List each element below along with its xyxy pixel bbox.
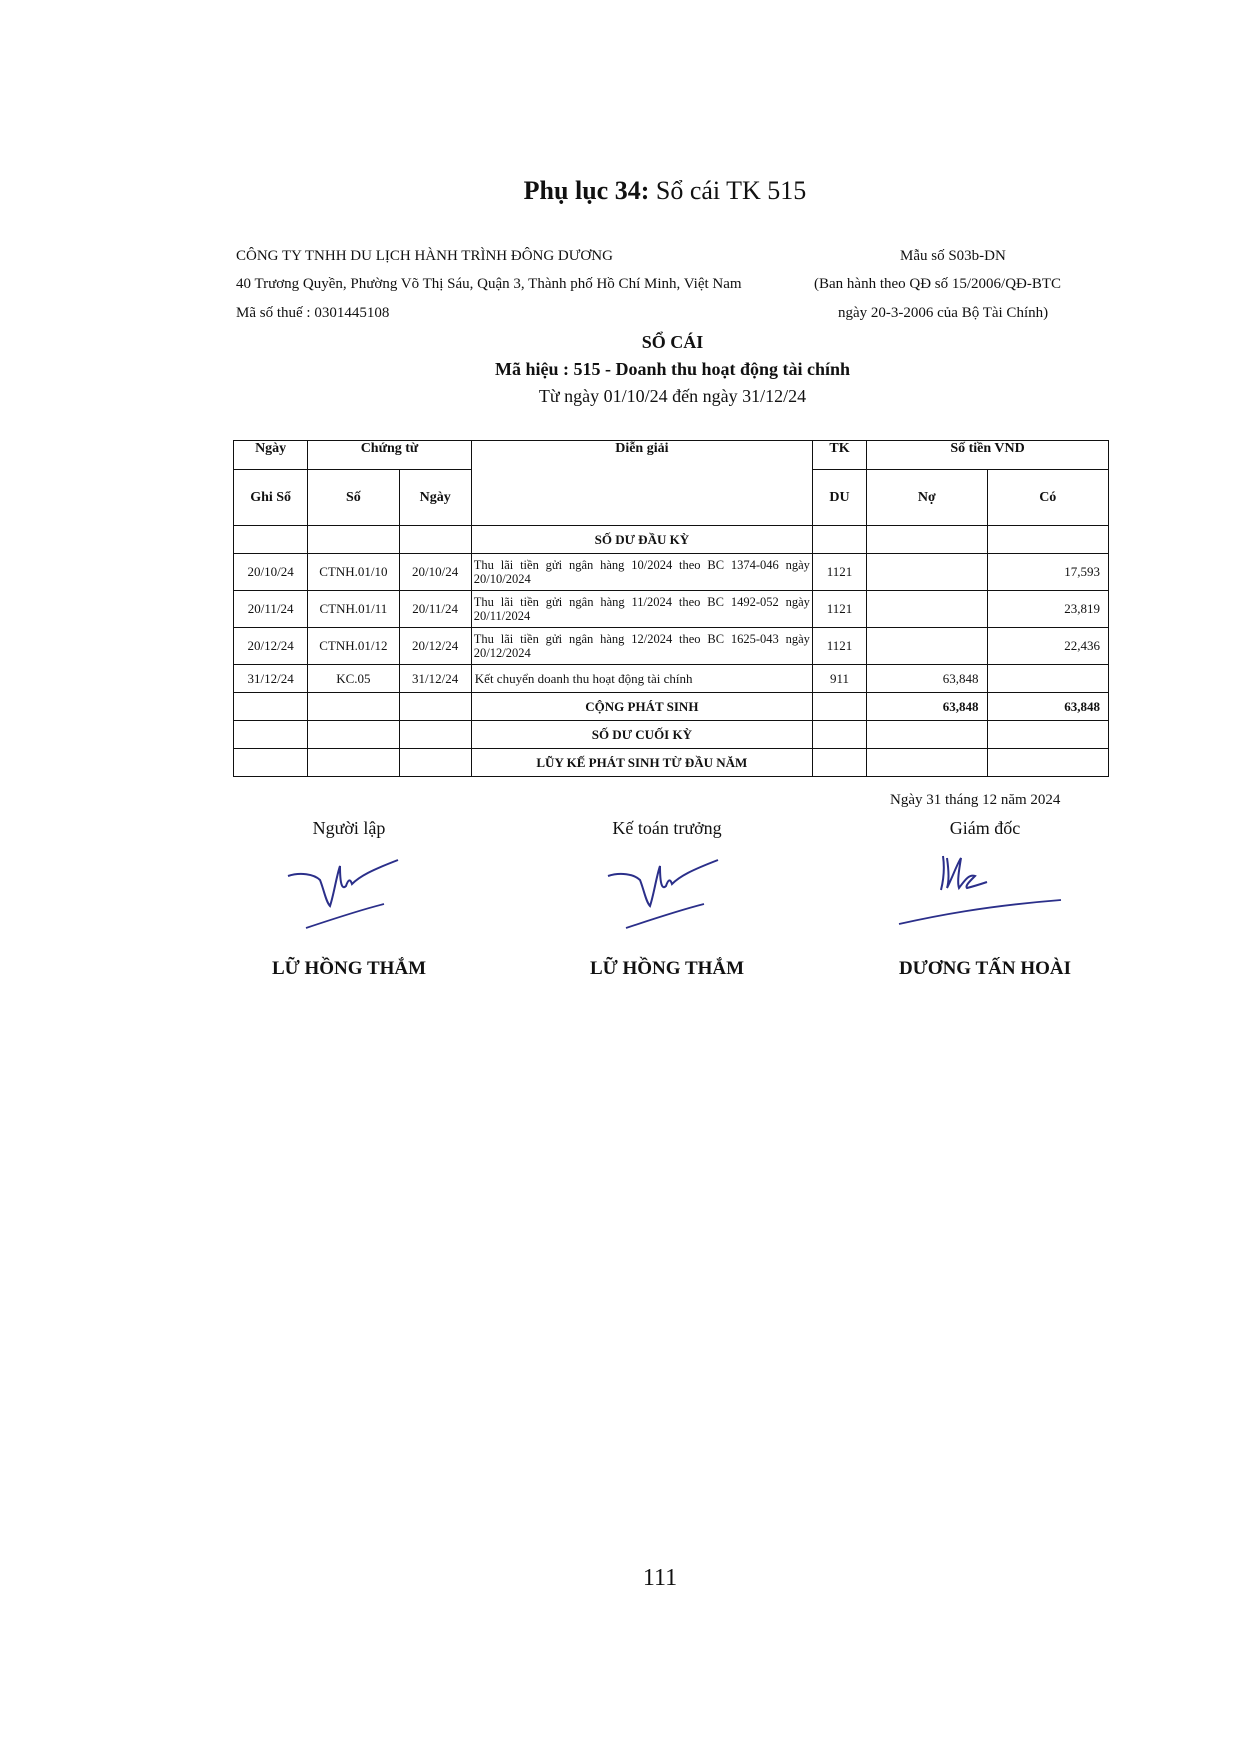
row-voucher-date: 20/11/24 <box>399 591 471 628</box>
row-credit: 23,819 <box>987 591 1108 628</box>
decree-line-1: (Ban hành theo QĐ số 15/2006/QĐ-BTC <box>814 276 1062 292</box>
row-credit: 17,593 <box>987 554 1108 591</box>
total-debit: 63,848 <box>867 693 987 721</box>
col-amount-header: Số tiền VND <box>867 441 1109 470</box>
row-debit: 63,848 <box>867 665 987 693</box>
row-tk: 1121 <box>812 628 866 665</box>
col-voucher-no-header: Số <box>308 470 399 526</box>
col-description-header: Diễn giải <box>471 441 812 526</box>
row-voucher-no: KC.05 <box>308 665 399 693</box>
ledger-heading: SỔ CÁI <box>641 332 704 352</box>
col-voucher-date-header: Ngày <box>399 470 471 526</box>
row-description: Thu lãi tiền gửi ngân hàng 10/2024 theo BC 1374-046 ngày 20/10/2024 <box>471 554 812 591</box>
row-credit <box>987 665 1108 693</box>
preparer-signature <box>280 850 410 940</box>
col-credit-header: Có <box>987 470 1108 526</box>
preparer-title: Người lập <box>312 818 386 838</box>
appendix-subtitle: Sổ cái TK 515 <box>649 176 807 205</box>
closing-balance-label: SỐ DƯ CUỐI KỲ <box>471 721 812 749</box>
row-description: Thu lãi tiền gửi ngân hàng 11/2024 theo BC 1492-052 ngày 20/11/2024 <box>471 591 812 628</box>
row-voucher-no: CTNH.01/12 <box>308 628 399 665</box>
col-debit-header: Nợ <box>867 470 987 526</box>
col-du-header: DU <box>812 470 866 526</box>
row-tk: 1121 <box>812 591 866 628</box>
decree-line-2: ngày 20-3-2006 của Bộ Tài Chính) <box>838 305 1049 321</box>
director-name: DƯƠNG TẤN HOÀI <box>898 958 1072 979</box>
table-header-row <box>234 441 1109 470</box>
row-description: Kết chuyển doanh thu hoạt động tài chính <box>471 665 812 693</box>
row-voucher-no: CTNH.01/11 <box>308 591 399 628</box>
director-signature <box>895 850 1075 940</box>
row-date: 31/12/24 <box>234 665 308 693</box>
ledger-table <box>233 440 1109 777</box>
tax-code: Mã số thuế : 0301445108 <box>236 305 390 321</box>
row-voucher-no: CTNH.01/10 <box>308 554 399 591</box>
account-code: Mã hiệu : 515 - Doanh thu hoạt động tài chính <box>494 359 851 379</box>
accumulated-row <box>234 749 1109 777</box>
table-row <box>234 628 1109 665</box>
row-date: 20/10/24 <box>234 554 308 591</box>
col-tk-header: TK <box>812 441 866 470</box>
form-number: Mẫu số S03b-DN <box>900 248 1006 264</box>
total-label: CỘNG PHÁT SINH <box>471 693 812 721</box>
director-title: Giám đốc <box>949 818 1021 838</box>
row-voucher-date: 20/10/24 <box>399 554 471 591</box>
col-date-header: Ngày <box>234 441 308 470</box>
signing-date: Ngày 31 tháng 12 năm 2024 <box>890 792 1061 808</box>
chief-accountant-signature <box>600 850 730 940</box>
accumulated-label: LŨY KẾ PHÁT SINH TỪ ĐẦU NĂM <box>471 749 812 777</box>
table-row <box>234 554 1109 591</box>
period-range: Từ ngày 01/10/24 đến ngày 31/12/24 <box>538 386 807 406</box>
table-row <box>234 665 1109 693</box>
opening-balance-label: SỐ DƯ ĐẦU KỲ <box>471 526 812 554</box>
row-date: 20/12/24 <box>234 628 308 665</box>
row-debit <box>867 591 987 628</box>
page-number: 111 <box>642 1565 678 1591</box>
row-tk: 1121 <box>812 554 866 591</box>
total-row <box>234 693 1109 721</box>
chief-accountant-title: Kế toán trưởng <box>612 818 722 838</box>
total-credit: 63,848 <box>987 693 1108 721</box>
row-date: 20/11/24 <box>234 591 308 628</box>
company-address: 40 Trương Quyền, Phường Võ Thị Sáu, Quận 3, Thành phố Hồ Chí Minh, Việt Nam <box>236 276 742 292</box>
row-debit <box>867 554 987 591</box>
company-name: CÔNG TY TNHH DU LỊCH HÀNH TRÌNH ĐÔNG DƯƠNG <box>236 248 613 264</box>
preparer-name: LỮ HỒNG THẮM <box>271 958 427 979</box>
page-title <box>0 176 1240 206</box>
row-debit <box>867 628 987 665</box>
col-ghiso-header: Ghi Sổ <box>234 470 308 526</box>
table-row <box>234 591 1109 628</box>
row-credit: 22,436 <box>987 628 1108 665</box>
chief-accountant-name: LỮ HỒNG THẮM <box>589 958 745 979</box>
row-description: Thu lãi tiền gửi ngân hàng 12/2024 theo BC 1625-043 ngày 20/12/2024 <box>471 628 812 665</box>
row-voucher-date: 20/12/24 <box>399 628 471 665</box>
row-voucher-date: 31/12/24 <box>399 665 471 693</box>
col-voucher-header: Chứng từ <box>308 441 472 470</box>
row-tk: 911 <box>812 665 866 693</box>
appendix-label: Phụ lục 34: <box>523 176 650 205</box>
opening-balance-row <box>234 526 1109 554</box>
closing-balance-row <box>234 721 1109 749</box>
